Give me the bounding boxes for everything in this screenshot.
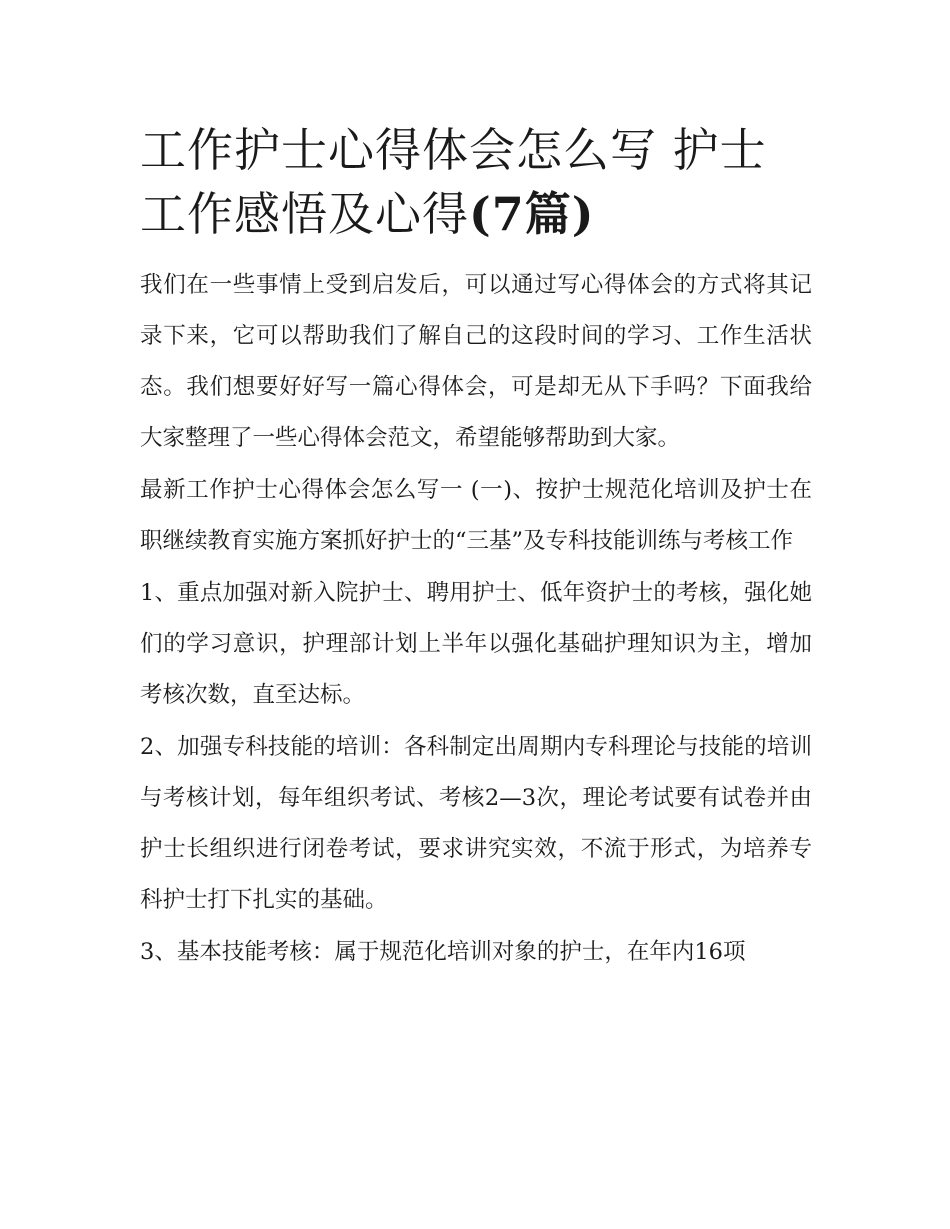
paragraph-intro: 我们在一些事情上受到启发后，可以通过写心得体会的方式将其记录下来，它可以帮助我们了解自己的这段时间的学习、工作生活状态。我们想要好好写一篇心得体会，可是却无从下手吗？下面我给大家整理了一些心得体会范文，希望能够帮助到大家。: [140, 272, 812, 451]
document-title: [140, 118, 812, 246]
document-body: [140, 118, 812, 979]
title-text: 工作护士心得体会怎么写 护士工作感悟及心得: [140, 123, 767, 241]
paragraph-item-2: 2、加强专科技能的培训：各科制定出周期内专科理论与技能的培训与考核计划，每年组织考试、考核2—3次，理论考试要有试卷并由护士长组织进行闭卷考试，要求讲究实效，不流于形式，为培养专科护士打下扎实的基础。: [140, 734, 812, 913]
paragraph-section-heading: 最新工作护士心得体会怎么写一 (一)、按护士规范化培训及护士在职继续教育实施方案抓好护士的“三基”及专科技能训练与考核工作: [140, 477, 812, 554]
title-count: (7篇): [469, 187, 595, 241]
paragraph-item-1: 1、重点加强对新入院护士、聘用护士、低年资护士的考核，强化她们的学习意识，护理部计划上半年以强化基础护理知识为主，增加考核次数，直至达标。: [140, 580, 812, 708]
paragraph-item-3: 3、基本技能考核：属于规范化培训对象的护士，在年内16项: [140, 939, 746, 965]
